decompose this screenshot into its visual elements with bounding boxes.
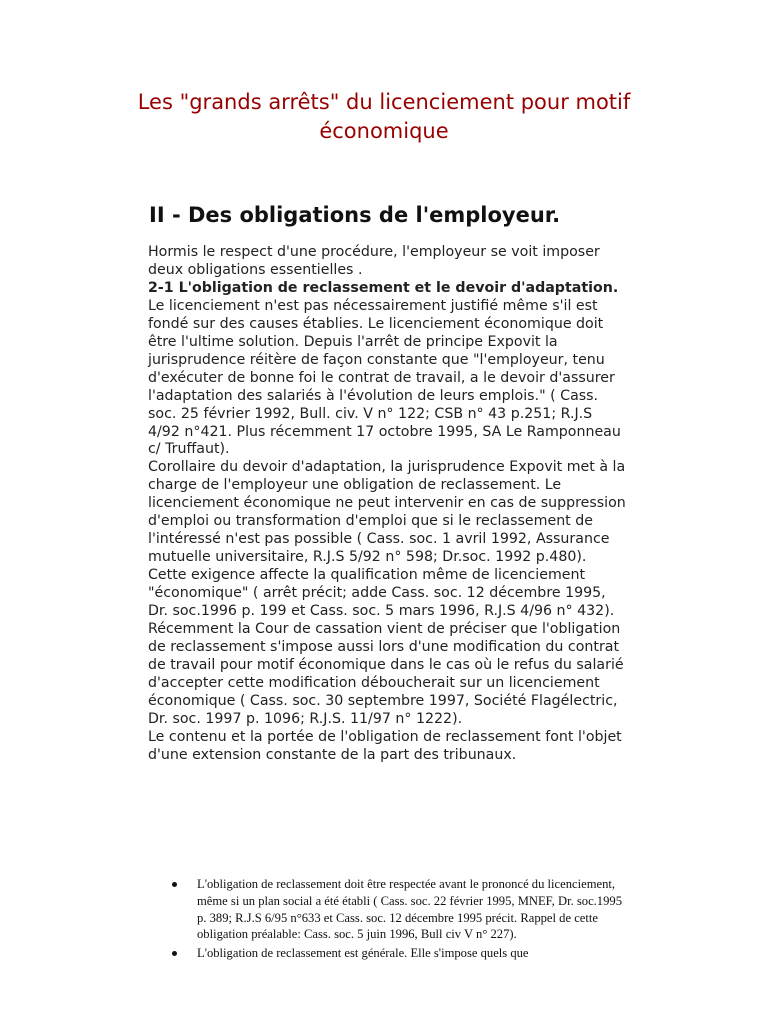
list-item-text: L'obligation de reclassement doit être respectée avant le prononcé du licenciement, même si un plan social a été établi ( Cass. soc. 22 février 1995, MNEF, Dr. soc.1995 p. 389; R.J.S 6/95 n°633 et Cass. soc. 12 décembre 1995 précit. Rappel de cette obligation préalable: Cass. soc. 5 juin 1996, Bull civ V n° 227). xyxy=(197,877,622,942)
bullet-icon xyxy=(172,882,177,887)
paragraph-4: Le contenu et la portée de l'obligation de reclassement font l'objet d'une extension constante de la part des tribunaux. xyxy=(148,728,622,763)
bullet-icon xyxy=(172,951,177,956)
list-item-text: L'obligation de reclassement est générale. Elle s'impose quels que xyxy=(197,946,529,961)
list-item xyxy=(168,876,628,943)
section-heading: II - Des obligations de l'employeur. xyxy=(149,203,561,227)
paragraph-2: Corollaire du devoir d'adaptation, la jurisprudence Expovit met à la charge de l'employeur une obligation de reclassement. Le licenciement économique ne peut intervenir en cas de suppression d'emploi ou transformation d'emploi que si le reclassement de l'intéressé n'est pas possible ( Cass. soc. 1 avril 1992, Assurance mutuelle universitaire, R.J.S 5/92 n° 598; Dr.soc. 1992 p.480). Cette exigence affecte la qualification même de licenciement "économique" ( arrêt précit; adde Cass. soc. 12 décembre 1995, Dr. soc.1996 p. 199 et Cass. soc. 5 mars 1996, R.J.S 4/96 n° 432). xyxy=(148,459,626,620)
body-text xyxy=(148,244,628,765)
bullet-list xyxy=(168,876,628,964)
paragraph-3: Récemment la Cour de cassation vient de préciser que l'obligation de reclassement s'impose aussi lors d'une modification du contrat de travail pour motif économique dans le cas où le refus du salarié d'accepter cette modification déboucherait sur un licenciement économique ( Cass. soc. 30 septembre 1997, Société Flagélectric, Dr. soc. 1997 p. 1096; R.J.S. 11/97 n° 1222). xyxy=(148,621,624,727)
document-title: Les "grands arrêts" du licenciement pour motif économique xyxy=(137,90,631,143)
paragraph-1: Le licenciement n'est pas nécessairement justifié même s'il est fondé sur des causes établies. Le licenciement économique doit être l'ultime solution. Depuis l'arrêt de principe Expovit la jurisprudence réitère de façon constante que "l'employeur, tenu d'exécuter de bonne foi le contrat de travail, a le devoir d'assurer l'adaptation des salariés à l'évolution de leurs emplois." ( Cass. soc. 25 février 1992, Bull. civ. V n° 122; CSB n° 43 p.251; R.J.S 4/92 n°421. Plus récemment 17 octobre 1995, SA Le Ramponneau c/ Truffaut). xyxy=(148,297,621,458)
subsection-heading: 2-1 L'obligation de reclassement et le devoir d'adaptation. xyxy=(148,279,619,296)
intro-paragraph: Hormis le respect d'une procédure, l'employeur se voit imposer deux obligations essentielles . xyxy=(148,244,600,278)
list-item xyxy=(168,945,628,962)
